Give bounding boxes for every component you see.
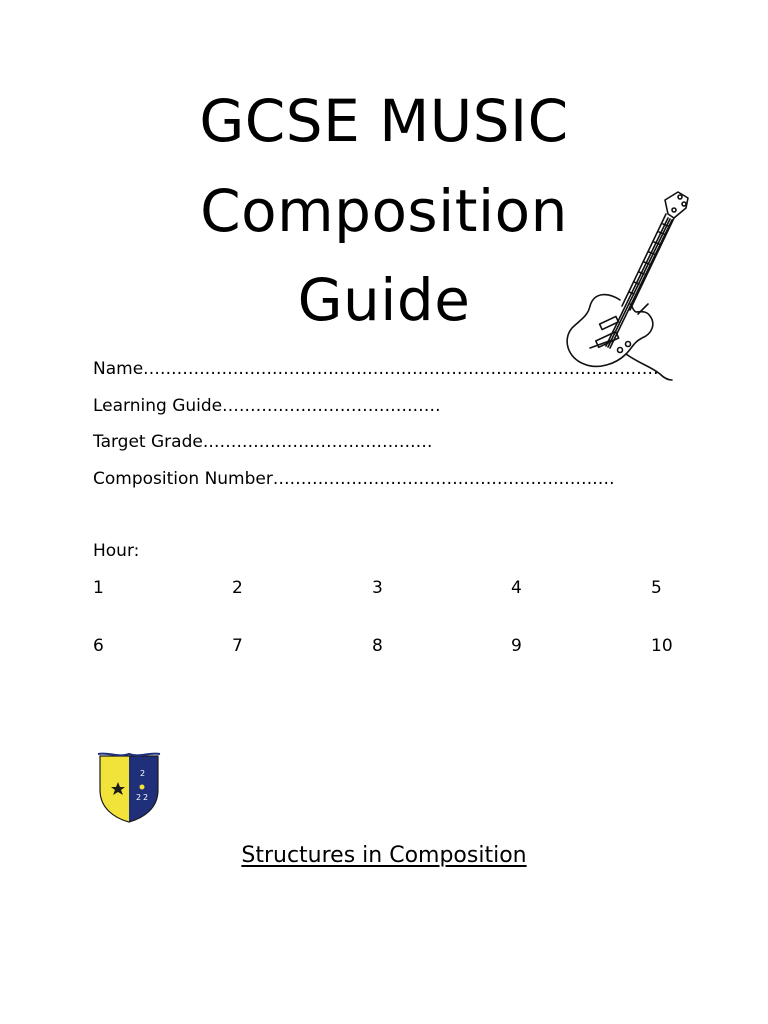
title-line-3: Guide — [297, 266, 471, 334]
name-field — [93, 359, 659, 379]
hour-number: 4 — [511, 578, 522, 598]
svg-text:2: 2 — [140, 769, 146, 778]
composition-number-label: Composition Number — [93, 469, 273, 489]
document-subtitle: Structures in Composition — [241, 843, 527, 868]
target-grade-field — [93, 432, 433, 452]
learning-guide-field — [93, 396, 441, 416]
title-line-2: Composition — [200, 177, 568, 245]
hour-number: 3 — [372, 578, 383, 598]
hour-number: 2 — [232, 578, 243, 598]
hour-number: 8 — [372, 636, 383, 656]
target-grade-dots: ......................................... — [202, 432, 433, 452]
hour-number: 10 — [651, 636, 673, 656]
title-line-1: GCSE MUSIC — [199, 87, 569, 155]
hour-number: 7 — [232, 636, 243, 656]
learning-guide-dots: ....................................... — [222, 396, 441, 416]
svg-text:2: 2 — [143, 793, 149, 802]
hour-number: 9 — [511, 636, 522, 656]
name-label: Name — [93, 359, 144, 379]
composition-number-field — [93, 469, 615, 489]
school-crest-icon — [96, 750, 162, 824]
hour-label: Hour: — [93, 541, 140, 561]
target-grade-label: Target Grade — [93, 432, 203, 452]
hour-number: 1 — [93, 578, 104, 598]
hour-number: 5 — [651, 578, 662, 598]
name-dots: ............................................................................................ — [143, 359, 659, 379]
learning-guide-label: Learning Guide — [93, 396, 223, 416]
composition-number-dots: ............................................................. — [272, 469, 615, 489]
svg-text:2: 2 — [136, 793, 142, 802]
hour-number: 6 — [93, 636, 104, 656]
